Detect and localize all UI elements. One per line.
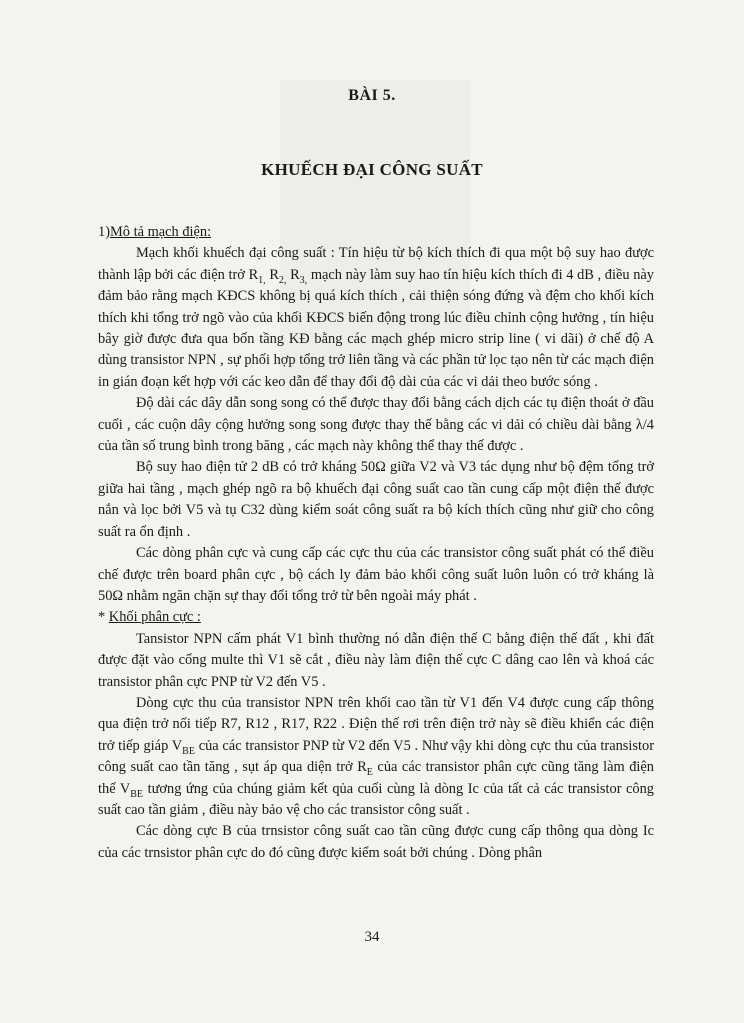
text-run: của các transistor phân cực cũng tăng làm điện thế V [98,759,654,797]
section-heading-bias-block [98,607,654,628]
bullet-marker: * [98,609,109,626]
body-text [98,222,654,864]
section-heading-circuit-description [98,222,654,243]
text-run: tương ứng của chúng giảm kết qủa cuối cùng là dòng Ic của tất cả các transistor công suất cao tần giảm , điều này bảo vệ cho các transistor công suất . [98,780,655,818]
paragraph: Tansistor NPN cấm phát V1 bình thường nó dẫn điện thế C bằng điện thế đất , khi đất được đặt vào cổng multe thì V1 sẽ cắt , điều này làm điện thế cực C dâng cao lên và khoá các transistor phân cực PNP từ V2 đến V5 . [98,630,654,690]
paragraph: Các dòng cực B của trnsistor công suất cao tần cũng được cung cấp thông qua dòng Ic của các trnsistor phân cực do đó cũng được kiểm soát bởi chúng . Dòng phân [98,823,654,861]
paragraph: Bộ suy hao điện tử 2 dB có trở kháng 50Ω giữa V2 và V3 tác dụng như bộ đệm tổng trở giữa hai tầng , mạch ghép ngõ ra bộ khuếch đại công suất cao tần cung cấp một điện thế được nắn và lọc bởi V5 và tụ C32 dùng kiểm soát công suất ra bộ kích thích cũng như giữ cho công suất ra ổn định . [98,459,654,540]
subscript: BE [182,745,195,757]
page-number: 34 [364,929,380,945]
chapter-title: KHUẾCH ĐẠI CÔNG SUẤT [261,160,483,179]
paragraph [98,693,654,821]
text-run: Mạch khối khuếch đại công suất : Tín hiệu từ bộ kích thích đi qua một bộ suy hao được thành lập bởi các điện trở R [98,245,654,283]
subscript: BE [130,788,144,800]
text-run: R [265,266,279,283]
section-number: 1) [98,224,110,240]
subscript: 3, [299,274,308,286]
paragraph [98,243,654,393]
paragraph: Độ dài các dây dẫn song song có thể được thay đổi bằng cách dịch các tụ điện thoát ở đầu cuối , các cuộn dây cộng hưởng song song được thay thế bằng các vi dải có chiều dài bằng λ/4 của tần số trung bình trong băng , các mạch này không thể thay thế được . [98,395,654,455]
subscript: 2, [278,274,287,286]
text-run: mạch này làm suy hao tín hiệu kích thích đi 4 dB , điều này đảm bảo rằng mạch KĐCS không bị quá kích thích , cải thiện sóng đứng và đệm cho khối kích thích khi tổng trở ngõ vào của khối KĐCS biến động trong lúc điều chỉnh cộng hưởng , tín hiệu bây giờ được đưa qua bốn tầng KĐ bằng các mạch ghép micro strip line ( vi dãi) ở chế độ A dùng transistor NPN , sự phối hợp tổng trở liên tầng và các phần tử lọc tạo nên từ các mạch điện in gián đoạn kết hợp với các keo dẫn để thay đổi độ dài của các vi dải theo bước sóng . [98,266,654,390]
text-run: của các transistor PNP từ V2 đến V5 . Như vậy khi dòng cực thu của transistor công suất cao tần tăng , sụt áp qua diện trở R [98,737,654,776]
subscript: 1, [258,274,266,286]
subscript: E [366,767,373,779]
paragraph: Các dòng phân cực và cung cấp các cực thu của các transistor công suất phát có thể điều chế được trên board phân cực , bộ cách ly đảm bảo khối công suất luôn luôn có trở kháng là 50Ω nhằm ngăn chặn sự thay đổi tổng trở từ bên ngoài máy phát . [98,545,654,604]
section-heading-text: Mô tả mạch điện: [110,224,212,240]
section-heading-text: Khối phân cực : [108,609,201,626]
text-run: R [286,266,300,283]
text-run: Dòng cực thu của transistor NPN trên khối cao tần từ V1 đến V4 được cung cấp thông qua điện trở nối tiếp R7, R12 , R17, R22 . Điện thế rơi trên điện trở này sẽ điều khiển các điện trở tiếp giáp V [98,694,654,754]
lesson-number: BÀI 5. [348,87,396,104]
